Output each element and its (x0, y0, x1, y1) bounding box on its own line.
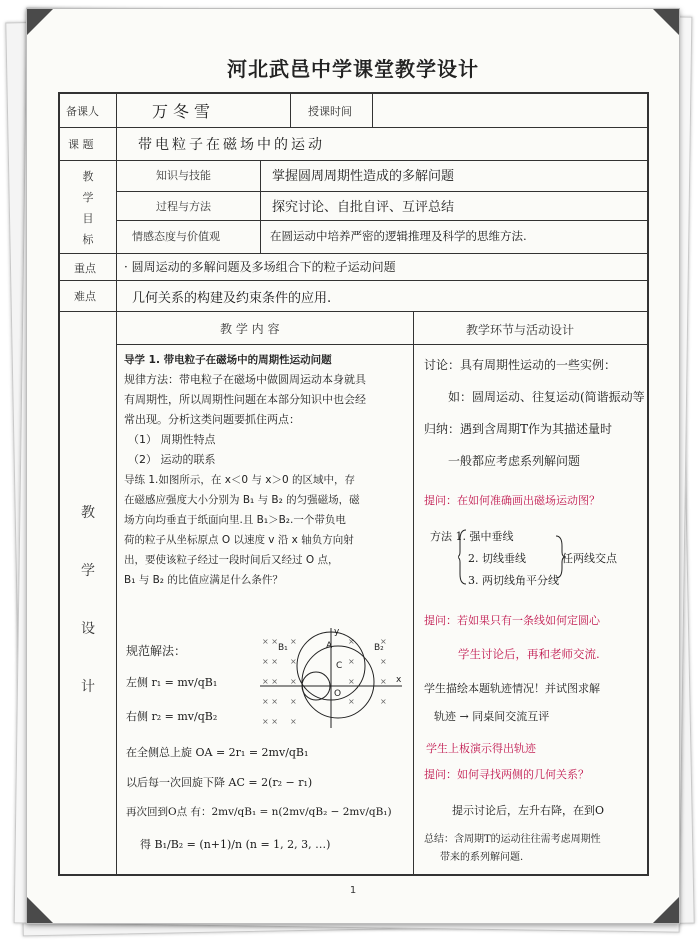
svg-text:× ×: × × (262, 657, 278, 666)
svg-text:× ×: × × (262, 637, 278, 646)
point-item: （2） 运动的联系 (128, 453, 216, 466)
activity-line: 学生上板演示得出轨迹 (426, 742, 536, 755)
solution-line: 规范解法： (126, 644, 187, 658)
corner-tab-icon (653, 9, 679, 35)
axis-label: y (334, 627, 340, 637)
svg-text:×: × (290, 677, 297, 686)
document-page (26, 8, 680, 924)
svg-text:×: × (380, 697, 387, 706)
corner-tab-icon (27, 897, 53, 923)
activity-line: 总结：含周期T的运动往往需考虑周期性 (424, 834, 601, 845)
key-point-label: 重点 (74, 262, 96, 275)
svg-text:×: × (380, 677, 387, 686)
orbit-arc (302, 646, 374, 718)
axis-label: x (396, 675, 402, 685)
key-point-value: · 圆周运动的多解问题及多场组合下的粒子运动问题 (124, 260, 396, 274)
activity-line: 带来的系列解问题. (440, 852, 524, 863)
difficulty-value: 几何关系的构建及约束条件的应用. (132, 291, 332, 306)
topic-label: 课 题 (68, 138, 94, 151)
preparer-label: 备课人 (66, 105, 99, 118)
solution-line: 得 B₁/B₂ = (n+1)/n (n = 1, 2, 3, …) (140, 838, 331, 851)
objective-label: 知识与技能 (156, 169, 211, 182)
svg-text:×: × (348, 677, 355, 686)
page-number: 1 (349, 885, 357, 896)
activity-question: 提问：若如果只有一条线如何定圆心 (424, 614, 600, 627)
solution-line: 在全侧总上旋 OA = 2r₁ = 2mv/qB₁ (126, 746, 309, 759)
svg-text:×: × (290, 717, 297, 726)
teaching-time-label: 授课时间 (308, 105, 352, 118)
svg-text:×: × (290, 657, 297, 666)
svg-text:×: × (348, 657, 355, 666)
svg-text:×: × (290, 637, 297, 646)
activity-line: 2. 切线垂线 (468, 552, 526, 565)
svg-text:×: × (380, 657, 387, 666)
objectives-group-label: 教 学 目 标 (82, 170, 94, 246)
activity-line: 任两线交点 (562, 552, 617, 565)
svg-text:× ×: × × (262, 717, 278, 726)
exercise-line: 出，要使该粒子经过一段时间后又经过 O 点， (124, 554, 339, 566)
solution-line: 再次回到O点 有：2mv/qB₁ = n(2mv/qB₂ − 2mv/qB₁) (126, 806, 392, 818)
exercise-line: 场方向均垂直于纸面向里.且 B₁＞B₂.一个带负电 (124, 514, 346, 526)
svg-text:×: × (348, 697, 355, 706)
activity-line: 方法 1. 强中垂线 (430, 530, 514, 543)
topic-value: 带电粒子在磁场中的运动 (138, 137, 325, 153)
method-line: 有周期性，所以周期性问题在本部分知识中也会经 (124, 393, 366, 406)
difficulty-label: 难点 (74, 290, 96, 303)
objective-label: 过程与方法 (156, 200, 211, 213)
preparer-value: 万冬雪 (152, 102, 216, 121)
point-label: A (326, 641, 333, 651)
design-side-label: 教 学 设 计 (81, 505, 95, 695)
objective-value: 在圆运动中培养严密的逻辑推理及科学的思维方法. (270, 229, 527, 243)
objective-value: 掌握圆周周期性造成的多解问题 (272, 169, 455, 184)
solution-line: 右侧 r₂ = mv/qB₂ (126, 710, 218, 723)
activity-line: 提示讨论后，左升右降，在到O (452, 804, 605, 817)
activity-line: 3. 两切线角平分线 (468, 574, 559, 587)
objective-value: 探究讨论、自批自评、互评总结 (272, 200, 455, 215)
page-title: 河北武邑中学课堂教学设计 (227, 57, 479, 81)
solution-line: 以后每一次回旋下降 AC = 2(r₂ − r₁) (126, 776, 313, 789)
activity-line: 归纳：遇到含周期T作为其描述量时 (424, 422, 613, 436)
svg-text:× ×: × × (262, 697, 278, 706)
exercise-line: B₁ 与 B₂ 的比值应满足什么条件？ (124, 574, 283, 586)
activity-question: 提问：在如何准确画出磁场运动图？ (424, 494, 600, 507)
svg-text:× ×: × × (262, 677, 278, 686)
magnetic-field-figure (256, 624, 406, 734)
activity-line: 轨迹 → 同桌间交流互评 (434, 710, 550, 723)
lesson-plan-table (58, 92, 649, 876)
point-label: O (334, 689, 342, 699)
activity-line: 如：圆周运动、往复运动(简谐振动等 (448, 390, 645, 404)
activity-line: 学生讨论后，再和老师交流. (458, 647, 600, 661)
point-label: C (336, 661, 343, 671)
corner-tab-icon (653, 897, 679, 923)
exercise-line: 荷的粒子从坐标原点 O 以速度 v 沿 x 轴负方向射 (124, 534, 354, 546)
svg-text:×: × (290, 697, 297, 706)
objective-label: 情感态度与价值观 (132, 230, 220, 243)
svg-text:×: × (380, 637, 387, 646)
content-text (124, 350, 410, 590)
exercise-line: 导练 1.如图所示，在 x＜0 与 x＞0 的区域中，存 (124, 474, 355, 486)
activity-column-header: 教学环节与活动设计 (466, 323, 575, 337)
brace-icon (458, 526, 568, 588)
corner-tab-icon (27, 9, 53, 35)
activity-line: 学生描绘本题轨迹情况！并试图求解 (424, 682, 600, 695)
activity-line: 一般都应考虑系列解问题 (448, 454, 581, 468)
activity-line: 讨论：具有周期性运动的一些实例： (424, 358, 617, 372)
point-item: （1） 周期性特点 (128, 433, 216, 446)
field-label: B₂ (374, 643, 384, 653)
exercise-line: 在磁感应强度大小分别为 B₁ 与 B₂ 的匀强磁场，磁 (124, 494, 360, 506)
field-label: B₁ (278, 643, 288, 653)
method-line: 常出现。分析这类问题要抓住两点： (124, 413, 300, 426)
solution-line: 左侧 r₁ = mv/qB₁ (126, 676, 218, 689)
guide-title: 导学 1. 带电粒子在磁场中的周期性运动问题 (124, 354, 332, 366)
svg-text:×: × (348, 637, 355, 646)
activity-question: 提问：如何寻找两侧的几何关系？ (424, 768, 589, 781)
method-line: 规律方法：带电粒子在磁场中做圆周运动本身就具 (124, 373, 366, 386)
content-column-header: 教 学 内 容 (220, 322, 280, 336)
